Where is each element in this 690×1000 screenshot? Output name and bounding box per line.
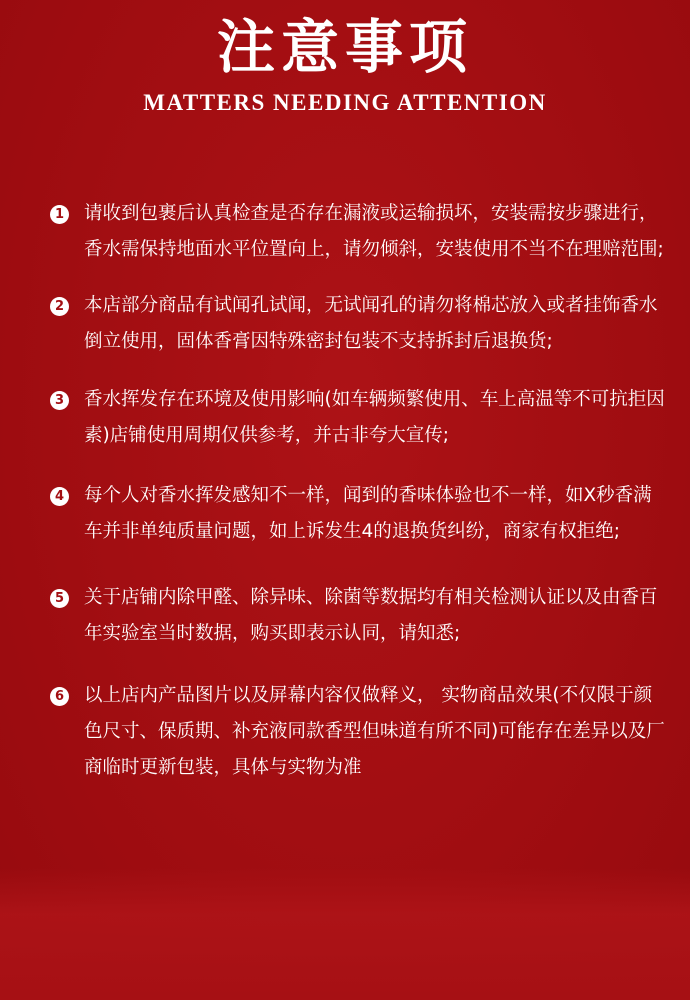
- notice-item-4: [50, 478, 670, 550]
- notice-text: 请收到包裹后认真检查是否存在漏液或运输损坏，安装需按步骤进行，香水需保持地面水平位置向上，请勿倾斜，安装使用不当不在理赔范围;: [84, 203, 664, 260]
- number-badge-icon: 1: [50, 205, 69, 224]
- notice-item-5: [50, 580, 670, 652]
- notice-text: 香水挥发存在环境及使用影响(如车辆频繁使用、车上高温等不可抗拒因素)店铺使用周期仅供参考，并古非夸大宣传;: [84, 389, 665, 446]
- notice-text: 本店部分商品有试闻孔试闻，无试闻孔的请勿将棉芯放入或者挂饰香水倒立使用，固体香膏因特殊密封包装不支持拆封后退换货;: [84, 295, 658, 352]
- notice-item-3: [50, 382, 670, 454]
- notice-item-2: [50, 288, 670, 360]
- number-badge-icon: 6: [50, 687, 69, 706]
- number-badge-icon: 4: [50, 487, 69, 506]
- page-subtitle: MATTERS NEEDING ATTENTION: [143, 90, 547, 115]
- notice-item-1: [50, 196, 670, 268]
- number-badge-icon: 3: [50, 391, 69, 410]
- number-badge-icon: 2: [50, 297, 69, 316]
- number-badge-icon: 5: [50, 589, 69, 608]
- notice-text: 以上店内产品图片以及屏幕内容仅做释义， 实物商品效果(不仅限于颜色尺寸、保质期、补充液同款香型但味道有所不同)可能存在差异以及厂商临时更新包装，具体与实物为准: [84, 685, 665, 778]
- notice-text: 关于店铺内除甲醛、除异味、除菌等数据均有相关检测认证以及由香百年实验室当时数据，购买即表示认同，请知悉;: [84, 587, 658, 644]
- bottom-fade-overlay: [0, 868, 690, 1000]
- notice-text: 每个人对香水挥发感知不一样，闻到的香味体验也不一样，如X秒香满车并非单纯质量问题，如上诉发生4的退换货纠纷，商家有权拒绝;: [84, 485, 652, 542]
- notice-item-6: [50, 678, 670, 786]
- page-title: 注意事项: [216, 13, 473, 81]
- notice-list: [50, 196, 670, 786]
